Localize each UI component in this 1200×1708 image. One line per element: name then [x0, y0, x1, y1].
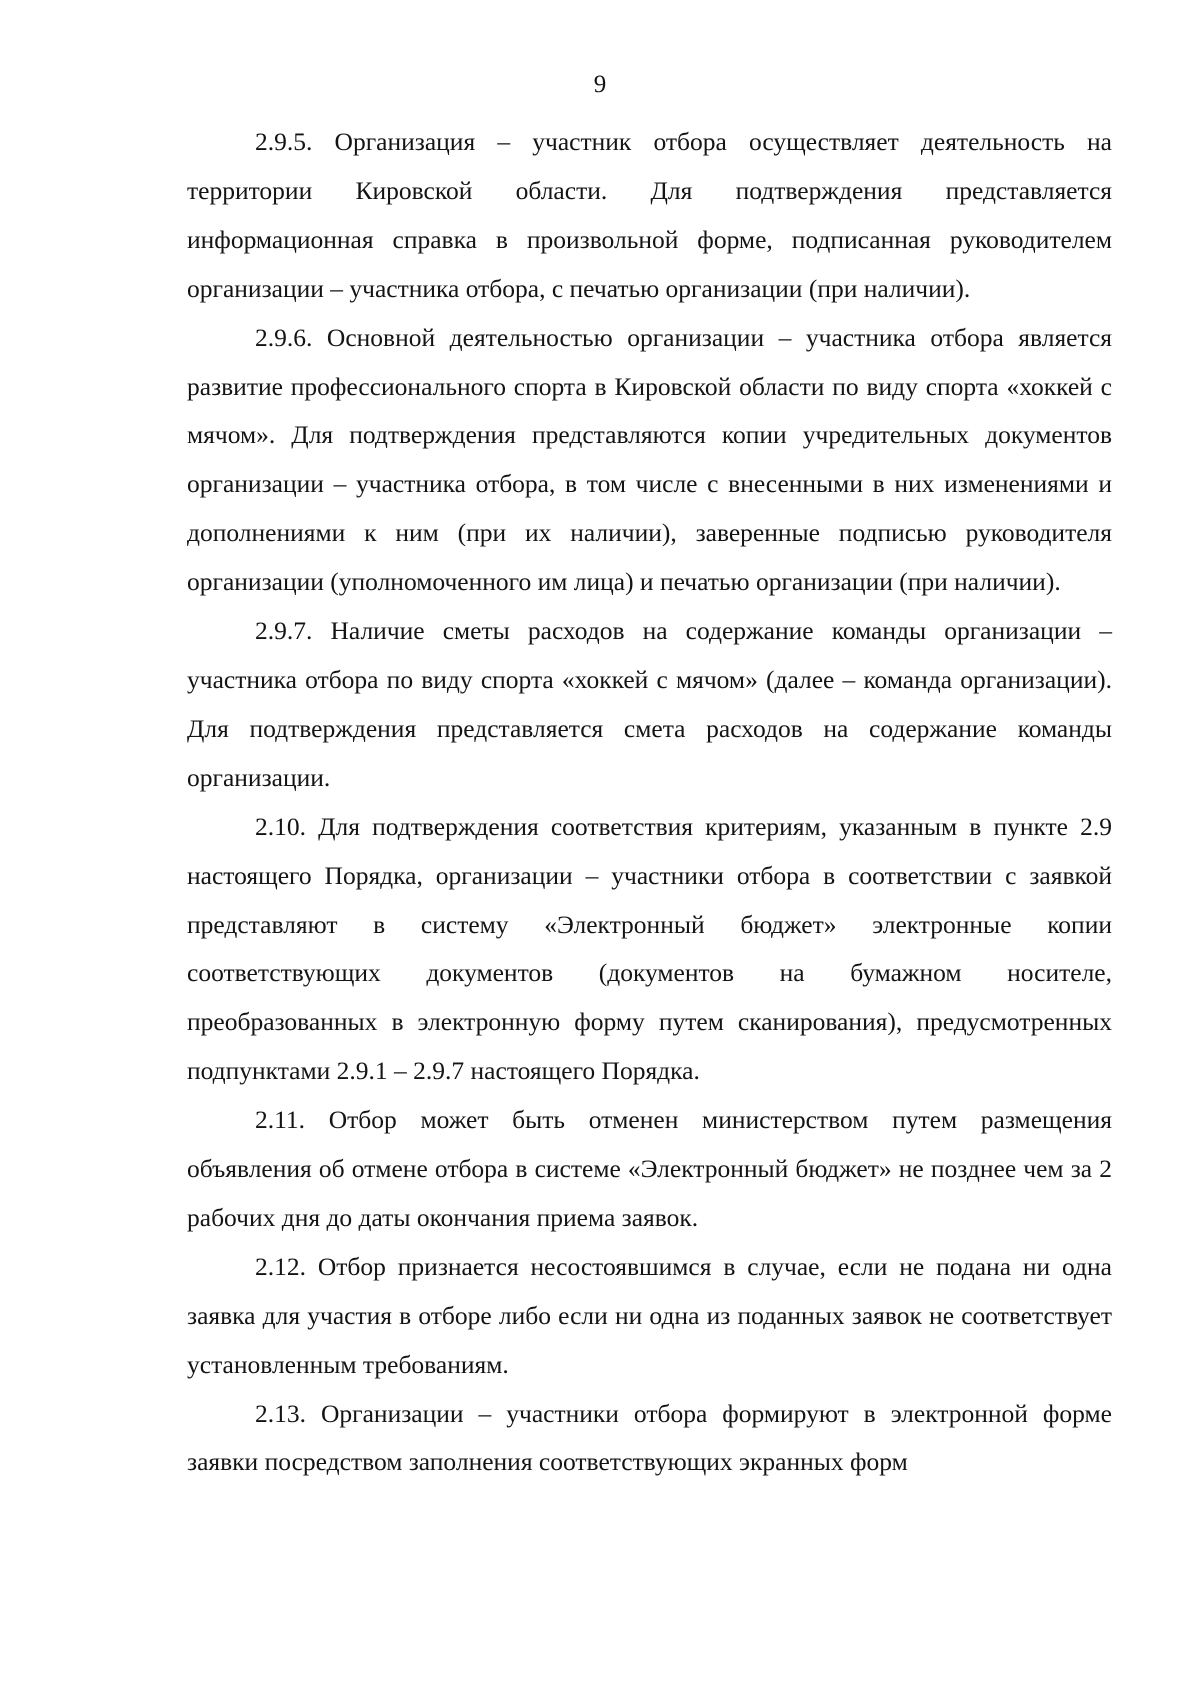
paragraph-2-10: 2.10. Для подтверждения соответствия критериям, указанным в пункте 2.9 настоящего Порядка, организации – участники отбора в соответствии с заявкой представляют в систему «Электронный бюджет» электронные копии соответствующих документов (документов на бумажном носителе, преобразованных в электронную форму путем сканирования), предусмотренных подпунктами 2.9.1 – 2.9.7 настоящего Порядка.: [187, 811, 1112, 1086]
paragraph-2-9-6: 2.9.6. Основной деятельностью организации – участника отбора является развитие профессионального спорта в Кировской области по виду спорта «хоккей с мячом». Для подтверждения представляются копии учредительных документов организации – участника отбора, в том числе с внесенными в них изменениями и дополнениями к ним (при их наличии), заверенные подписью руководителя организации (уполномоченного им лица) и печатью организации (при наличии).: [187, 322, 1112, 597]
paragraph-2-13: 2.13. Организации – участники отбора формируют в электронной форме заявки посредством заполнения соответствующих экранных форм: [187, 1398, 1112, 1477]
paragraph-2-11: 2.11. Отбор может быть отменен министерством путем размещения объявления об отмене отбора в системе «Электронный бюджет» не позднее чем за 2 рабочих дня до даты окончания приема заявок.: [187, 1105, 1112, 1232]
paragraph-2-12: 2.12. Отбор признается несостоявшимся в случае, если не подана ни одна заявка для участия в отборе либо если ни одна из поданных заявок не соответствует установленным требованиям.: [187, 1251, 1112, 1379]
page-number: 9: [593, 71, 607, 98]
paragraph-2-9-5: 2.9.5. Организация – участник отбора осуществляет деятельность на территории Кировской области. Для подтверждения представляется информационная справка в произвольной форме, подписанная руководителем организации – участника отбора, с печатью организации (при наличии).: [187, 127, 1112, 303]
document-body: [187, 118, 1112, 1487]
paragraph-2-9-7: 2.9.7. Наличие сметы расходов на содержание команды организации – участника отбора по виду спорта «хоккей с мячом» (далее – команда организации). Для подтверждения представляется смета расходов на содержание команды организации.: [187, 616, 1112, 792]
